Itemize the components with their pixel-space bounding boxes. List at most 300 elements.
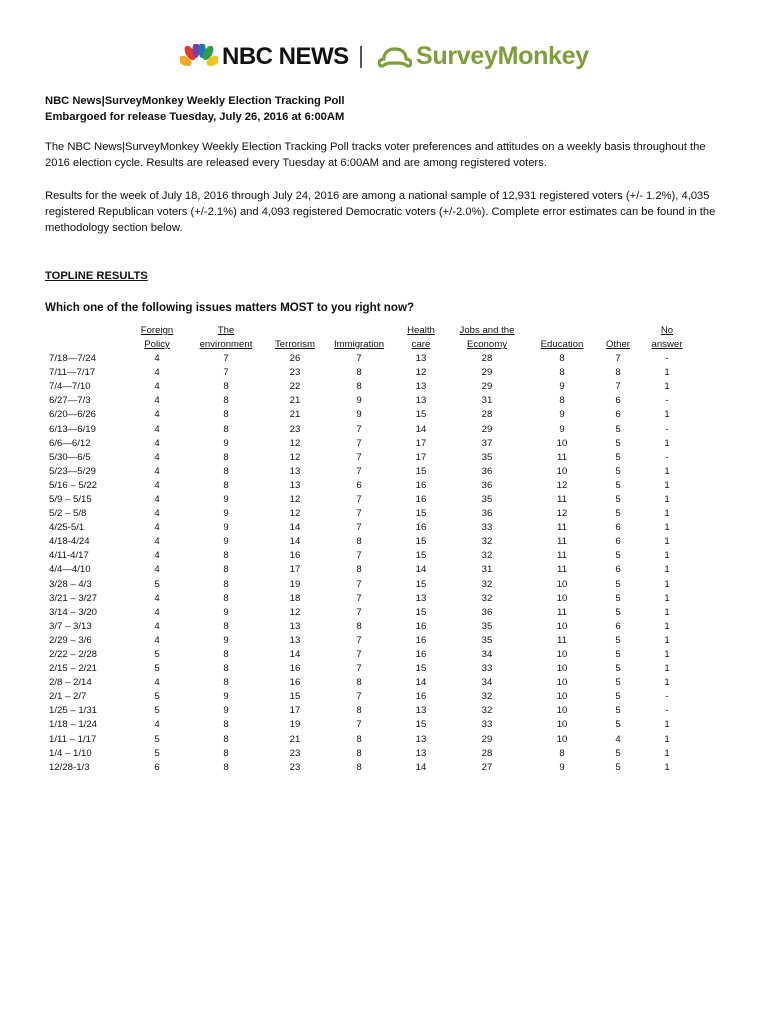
table-row [43,394,695,408]
value-cell: 8 [223,733,229,745]
week-cell: 5/30—6/5 [49,451,91,463]
topline-heading: TOPLINE RESULTS [45,270,148,282]
column-header [185,338,267,352]
value-cell: 11 [557,522,567,534]
value-cell: 1 [664,550,670,562]
value-cell: 13 [289,620,301,632]
value-cell: 14 [415,564,427,576]
value-cell: 1 [664,536,670,548]
value-cell: 11 [557,564,567,576]
logo-bar [0,38,768,78]
value-cell: 4 [615,733,621,745]
week-cell: 5/16 – 5/22 [49,479,98,491]
week-cell: 3/28 – 4/3 [49,578,92,590]
table-row [43,451,695,465]
value-cell: 1 [664,437,670,449]
value-cell: 6 [356,479,362,491]
nbc-news-logo [180,44,349,70]
table-header-row [43,338,695,352]
value-cell: 8 [559,395,565,407]
table-row [43,592,695,606]
value-cell: 4 [154,353,160,365]
week-cell: 5/23—5/29 [49,465,96,477]
column-header [267,338,323,352]
surveymonkey-icon [378,43,412,69]
value-cell: 10 [556,691,568,703]
value-cell: 1 [664,493,670,505]
value-cell: 32 [481,705,493,717]
value-cell: 7 [615,381,621,393]
week-cell: 5/2 – 5/8 [49,508,87,520]
value-cell: 23 [289,423,301,435]
value-cell: 6 [615,409,621,421]
column-header-label: No [660,325,674,336]
column-header [129,338,185,352]
week-cell: 3/21 – 3/27 [49,592,98,604]
value-cell: 6 [154,761,160,773]
question-text: Which one of the following issues matters MOST to you right now? [45,301,415,314]
week-cell: 2/15 – 2/21 [49,663,98,675]
table-row [43,352,695,366]
value-cell: 9 [559,423,565,435]
table-row [43,676,695,690]
surveymonkey-wordmark: SurveyMonkey [416,42,589,70]
value-cell: 13 [289,634,301,646]
value-cell: 1 [664,620,670,632]
table-row [43,521,695,535]
value-cell: 7 [356,719,362,731]
value-cell: 16 [415,493,427,505]
value-cell: 21 [289,733,301,745]
value-cell: - [665,353,669,365]
value-cell: 5 [615,691,621,703]
column-header-label: Terrorism [275,339,315,350]
table-row [43,747,695,761]
value-cell: 4 [154,564,160,576]
value-cell: 7 [356,634,362,646]
value-cell: 1 [664,761,670,773]
value-cell: 13 [415,395,427,407]
value-cell: 4 [154,606,160,618]
value-cell: 8 [223,719,229,731]
value-cell: 1 [664,719,670,731]
value-cell: 5 [615,592,621,604]
value-cell: 1 [664,564,670,576]
value-cell: 5 [154,705,160,717]
value-cell: 10 [556,592,568,604]
value-cell: 8 [356,747,362,759]
value-cell: 26 [289,353,301,365]
value-cell: 31 [481,564,493,576]
value-cell: 5 [615,606,621,618]
value-cell: 4 [154,550,160,562]
value-cell: 15 [415,508,427,520]
value-cell: 5 [615,663,621,675]
value-cell: 13 [415,705,427,717]
table-row [43,563,695,577]
value-cell: 9 [223,705,229,717]
value-cell: 4 [154,423,160,435]
value-cell: 33 [481,719,493,731]
value-cell: 5 [154,663,160,675]
week-cell: 2/8 – 2/14 [49,677,92,689]
week-cell: 1/25 – 1/31 [49,705,98,717]
table-row [43,479,695,493]
value-cell: 29 [481,381,493,393]
value-cell: 4 [154,367,160,379]
value-cell: 5 [615,719,621,731]
value-cell: 15 [415,663,427,675]
value-cell: 15 [415,606,427,618]
value-cell: 8 [356,536,362,548]
week-cell: 2/1 – 2/7 [49,691,87,703]
table-row [43,634,695,648]
value-cell: 5 [154,649,160,661]
value-cell: 4 [154,493,160,505]
column-header [527,338,597,352]
value-cell: 28 [481,409,493,421]
table-row [43,422,695,436]
intro-paragraph: The NBC News|SurveyMonkey Weekly Election Tracking Poll tracks voter preferences and attitudes on a weekly basis throughout the 2016 election cycle. Results are released every Tuesday at 6:00AM and are among registered voters. [45,141,706,169]
value-cell: 4 [154,522,160,534]
value-cell: 8 [559,747,565,759]
column-header [185,324,267,338]
table-row [43,366,695,380]
table-row [43,690,695,704]
value-cell: 6 [615,620,621,632]
value-cell: 35 [481,493,493,505]
value-cell: - [665,395,669,407]
value-cell: 17 [289,564,301,576]
value-cell: 8 [223,409,229,421]
week-cell: 3/7 – 3/13 [49,620,92,632]
table-row [43,648,695,662]
value-cell: 1 [664,381,670,393]
value-cell: 15 [415,550,427,562]
value-cell: 15 [415,719,427,731]
value-cell: 1 [664,634,670,646]
value-cell: 4 [154,677,160,689]
value-cell: 7 [356,353,362,365]
value-cell: 35 [481,634,493,646]
value-cell: 8 [223,423,229,435]
value-cell: 23 [289,367,301,379]
value-cell: 22 [289,381,301,393]
value-cell: 16 [415,522,427,534]
value-cell: 7 [223,353,229,365]
value-cell: 33 [481,522,493,534]
value-cell: 6 [615,536,621,548]
embargo-line: Embargoed for release Tuesday, July 26, 2016 at 6:00AM [45,111,345,123]
value-cell: 8 [356,677,362,689]
value-cell: 7 [356,592,362,604]
value-cell: 16 [415,620,427,632]
value-cell: 8 [356,761,362,773]
column-header [43,324,129,338]
value-cell: 16 [289,663,301,675]
column-header [395,324,447,338]
value-cell: 16 [415,479,427,491]
value-cell: 32 [481,536,493,548]
value-cell: 4 [154,409,160,421]
column-header-label: Health [407,325,435,336]
value-cell: 16 [415,691,427,703]
value-cell: 1 [664,479,670,491]
value-cell: 12 [556,508,568,520]
value-cell: 4 [154,465,160,477]
value-cell: 10 [556,578,568,590]
value-cell: 9 [559,381,565,393]
value-cell: 1 [664,508,670,520]
value-cell: 5 [615,465,621,477]
table-row [43,662,695,676]
column-header-label: Jobs and the [459,325,515,336]
value-cell: 18 [289,592,301,604]
value-cell: 4 [154,536,160,548]
value-cell: 14 [415,423,427,435]
value-cell: 7 [356,423,362,435]
value-cell: 8 [223,620,229,632]
value-cell: 7 [356,649,362,661]
value-cell: 5 [615,747,621,759]
value-cell: 32 [481,578,493,590]
value-cell: 19 [289,719,301,731]
value-cell: 12 [415,367,427,379]
value-cell: 32 [481,691,493,703]
week-cell: 6/6—6/12 [49,437,91,449]
value-cell: 8 [356,381,362,393]
week-cell: 1/18 – 1/24 [49,719,98,731]
value-cell: 5 [615,508,621,520]
value-cell: - [665,691,669,703]
value-cell: 7 [356,451,362,463]
value-cell: 9 [223,606,229,618]
value-cell: 8 [356,733,362,745]
week-cell: 4/4—4/10 [49,564,91,576]
value-cell: 1 [664,663,670,675]
value-cell: 1 [664,465,670,477]
value-cell: 6 [615,522,621,534]
value-cell: 4 [154,508,160,520]
value-cell: 5 [615,437,621,449]
column-header [597,338,639,352]
value-cell: 9 [223,691,229,703]
value-cell: 37 [481,437,493,449]
value-cell: 7 [356,522,362,534]
value-cell: 17 [415,437,427,449]
sample-paragraph: Results for the week of July 18, 2016 through July 24, 2016 are among a national sample of 12,931 registered voters (+/- 1.2%), 4,035 registered Republican voters (+/-2.1%) and 4,093 registered Democratic voters (+/-2.0%). Complete error estimates can be found in the methodology section below. [45,190,716,234]
value-cell: 15 [289,691,301,703]
value-cell: 5 [615,423,621,435]
value-cell: 5 [615,578,621,590]
table-row [43,437,695,451]
value-cell: 7 [356,493,362,505]
value-cell: 1 [664,409,670,421]
value-cell: 8 [356,620,362,632]
value-cell: 23 [289,747,301,759]
week-cell: 6/27—7/3 [49,395,91,407]
value-cell: 5 [154,733,160,745]
value-cell: 10 [556,733,568,745]
column-header [639,338,695,352]
table-row [43,549,695,563]
value-cell: 8 [223,677,229,689]
value-cell: 10 [556,663,568,675]
value-cell: 8 [223,465,229,477]
column-header-label: answer [651,339,683,350]
value-cell: - [665,423,669,435]
value-cell: 11 [557,493,567,505]
value-cell: 1 [664,747,670,759]
value-cell: 4 [154,620,160,632]
value-cell: 21 [289,395,301,407]
value-cell: 36 [481,508,493,520]
column-header [639,324,695,338]
value-cell: 10 [556,620,568,632]
value-cell: 8 [615,367,621,379]
value-cell: 9 [356,409,362,421]
results-table [43,324,695,775]
value-cell: 8 [223,592,229,604]
value-cell: 23 [289,761,301,773]
value-cell: 7 [356,550,362,562]
value-cell: 16 [289,677,301,689]
week-cell: 4/18-4/24 [49,536,90,548]
value-cell: 7 [356,437,362,449]
value-cell: 9 [559,761,565,773]
value-cell: 5 [154,691,160,703]
value-cell: 29 [481,367,493,379]
value-cell: 31 [481,395,493,407]
value-cell: 17 [415,451,427,463]
column-header-label: care [411,339,431,350]
column-header-label: Foreign [140,325,174,336]
week-cell: 7/11—7/17 [49,367,96,379]
value-cell: 4 [154,592,160,604]
value-cell: 10 [556,677,568,689]
value-cell: 10 [556,465,568,477]
value-cell: 11 [557,634,567,646]
value-cell: 13 [415,353,427,365]
column-header [267,324,323,338]
value-cell: 8 [559,367,565,379]
table-row [43,704,695,718]
column-header [527,324,597,338]
value-cell: 35 [481,451,493,463]
value-cell: 5 [615,479,621,491]
week-cell: 4/25-5/1 [49,522,85,534]
value-cell: 13 [289,479,301,491]
value-cell: 9 [223,437,229,449]
value-cell: 8 [223,649,229,661]
column-header-label: Other [606,339,630,350]
logo-divider [360,46,362,68]
value-cell: 29 [481,733,493,745]
table-body [43,352,695,775]
value-cell: 7 [223,367,229,379]
table-header-row [43,324,695,338]
week-cell: 1/11 – 1/17 [49,733,97,745]
value-cell: 10 [556,649,568,661]
value-cell: 8 [223,381,229,393]
table-row [43,408,695,422]
value-cell: 9 [223,634,229,646]
value-cell: 12 [289,493,301,505]
value-cell: 8 [223,578,229,590]
value-cell: 11 [557,606,567,618]
column-header-label: Education [540,339,584,350]
value-cell: 12 [289,508,301,520]
value-cell: 7 [356,691,362,703]
value-cell: 8 [223,761,229,773]
value-cell: 17 [289,705,301,717]
value-cell: 5 [154,578,160,590]
column-header [129,324,185,338]
value-cell: 7 [356,465,362,477]
value-cell: 1 [664,592,670,604]
table-row [43,620,695,634]
table-row [43,761,695,775]
value-cell: 9 [559,409,565,421]
value-cell: 13 [289,465,301,477]
value-cell: 4 [154,451,160,463]
value-cell: 15 [415,578,427,590]
value-cell: 19 [289,578,301,590]
value-cell: 21 [289,409,301,421]
value-cell: 8 [356,705,362,717]
value-cell: 14 [289,522,301,534]
value-cell: 5 [615,649,621,661]
table-row [43,493,695,507]
week-cell: 3/14 – 3/20 [49,606,98,618]
week-cell: 2/22 – 2/28 [49,649,98,661]
value-cell: 11 [557,550,567,562]
value-cell: 12 [289,451,301,463]
value-cell: 36 [481,479,493,491]
column-header-label: Immigration [333,339,385,350]
column-header [447,338,527,352]
value-cell: 1 [664,649,670,661]
value-cell: 16 [415,649,427,661]
value-cell: 13 [415,747,427,759]
week-cell: 2/29 – 3/6 [49,634,92,646]
value-cell: 8 [559,353,565,365]
value-cell: 4 [154,437,160,449]
table-row [43,380,695,394]
poll-title: NBC News|SurveyMonkey Weekly Election Tracking Poll [45,95,345,107]
value-cell: 8 [223,747,229,759]
value-cell: 11 [557,536,567,548]
value-cell: 13 [415,592,427,604]
value-cell: 15 [415,409,427,421]
value-cell: 8 [356,367,362,379]
value-cell: 8 [223,451,229,463]
nbc-news-wordmark: NBC NEWS [222,43,349,70]
value-cell: 12 [556,479,568,491]
value-cell: 1 [664,733,670,745]
value-cell: 36 [481,465,493,477]
table-row [43,507,695,521]
value-cell: 12 [289,437,301,449]
value-cell: 7 [356,606,362,618]
column-header [395,338,447,352]
value-cell: 5 [615,677,621,689]
value-cell: 4 [154,381,160,393]
value-cell: 8 [223,550,229,562]
week-cell: 6/20—6/26 [49,409,96,421]
value-cell: 4 [154,719,160,731]
table-row [43,733,695,747]
